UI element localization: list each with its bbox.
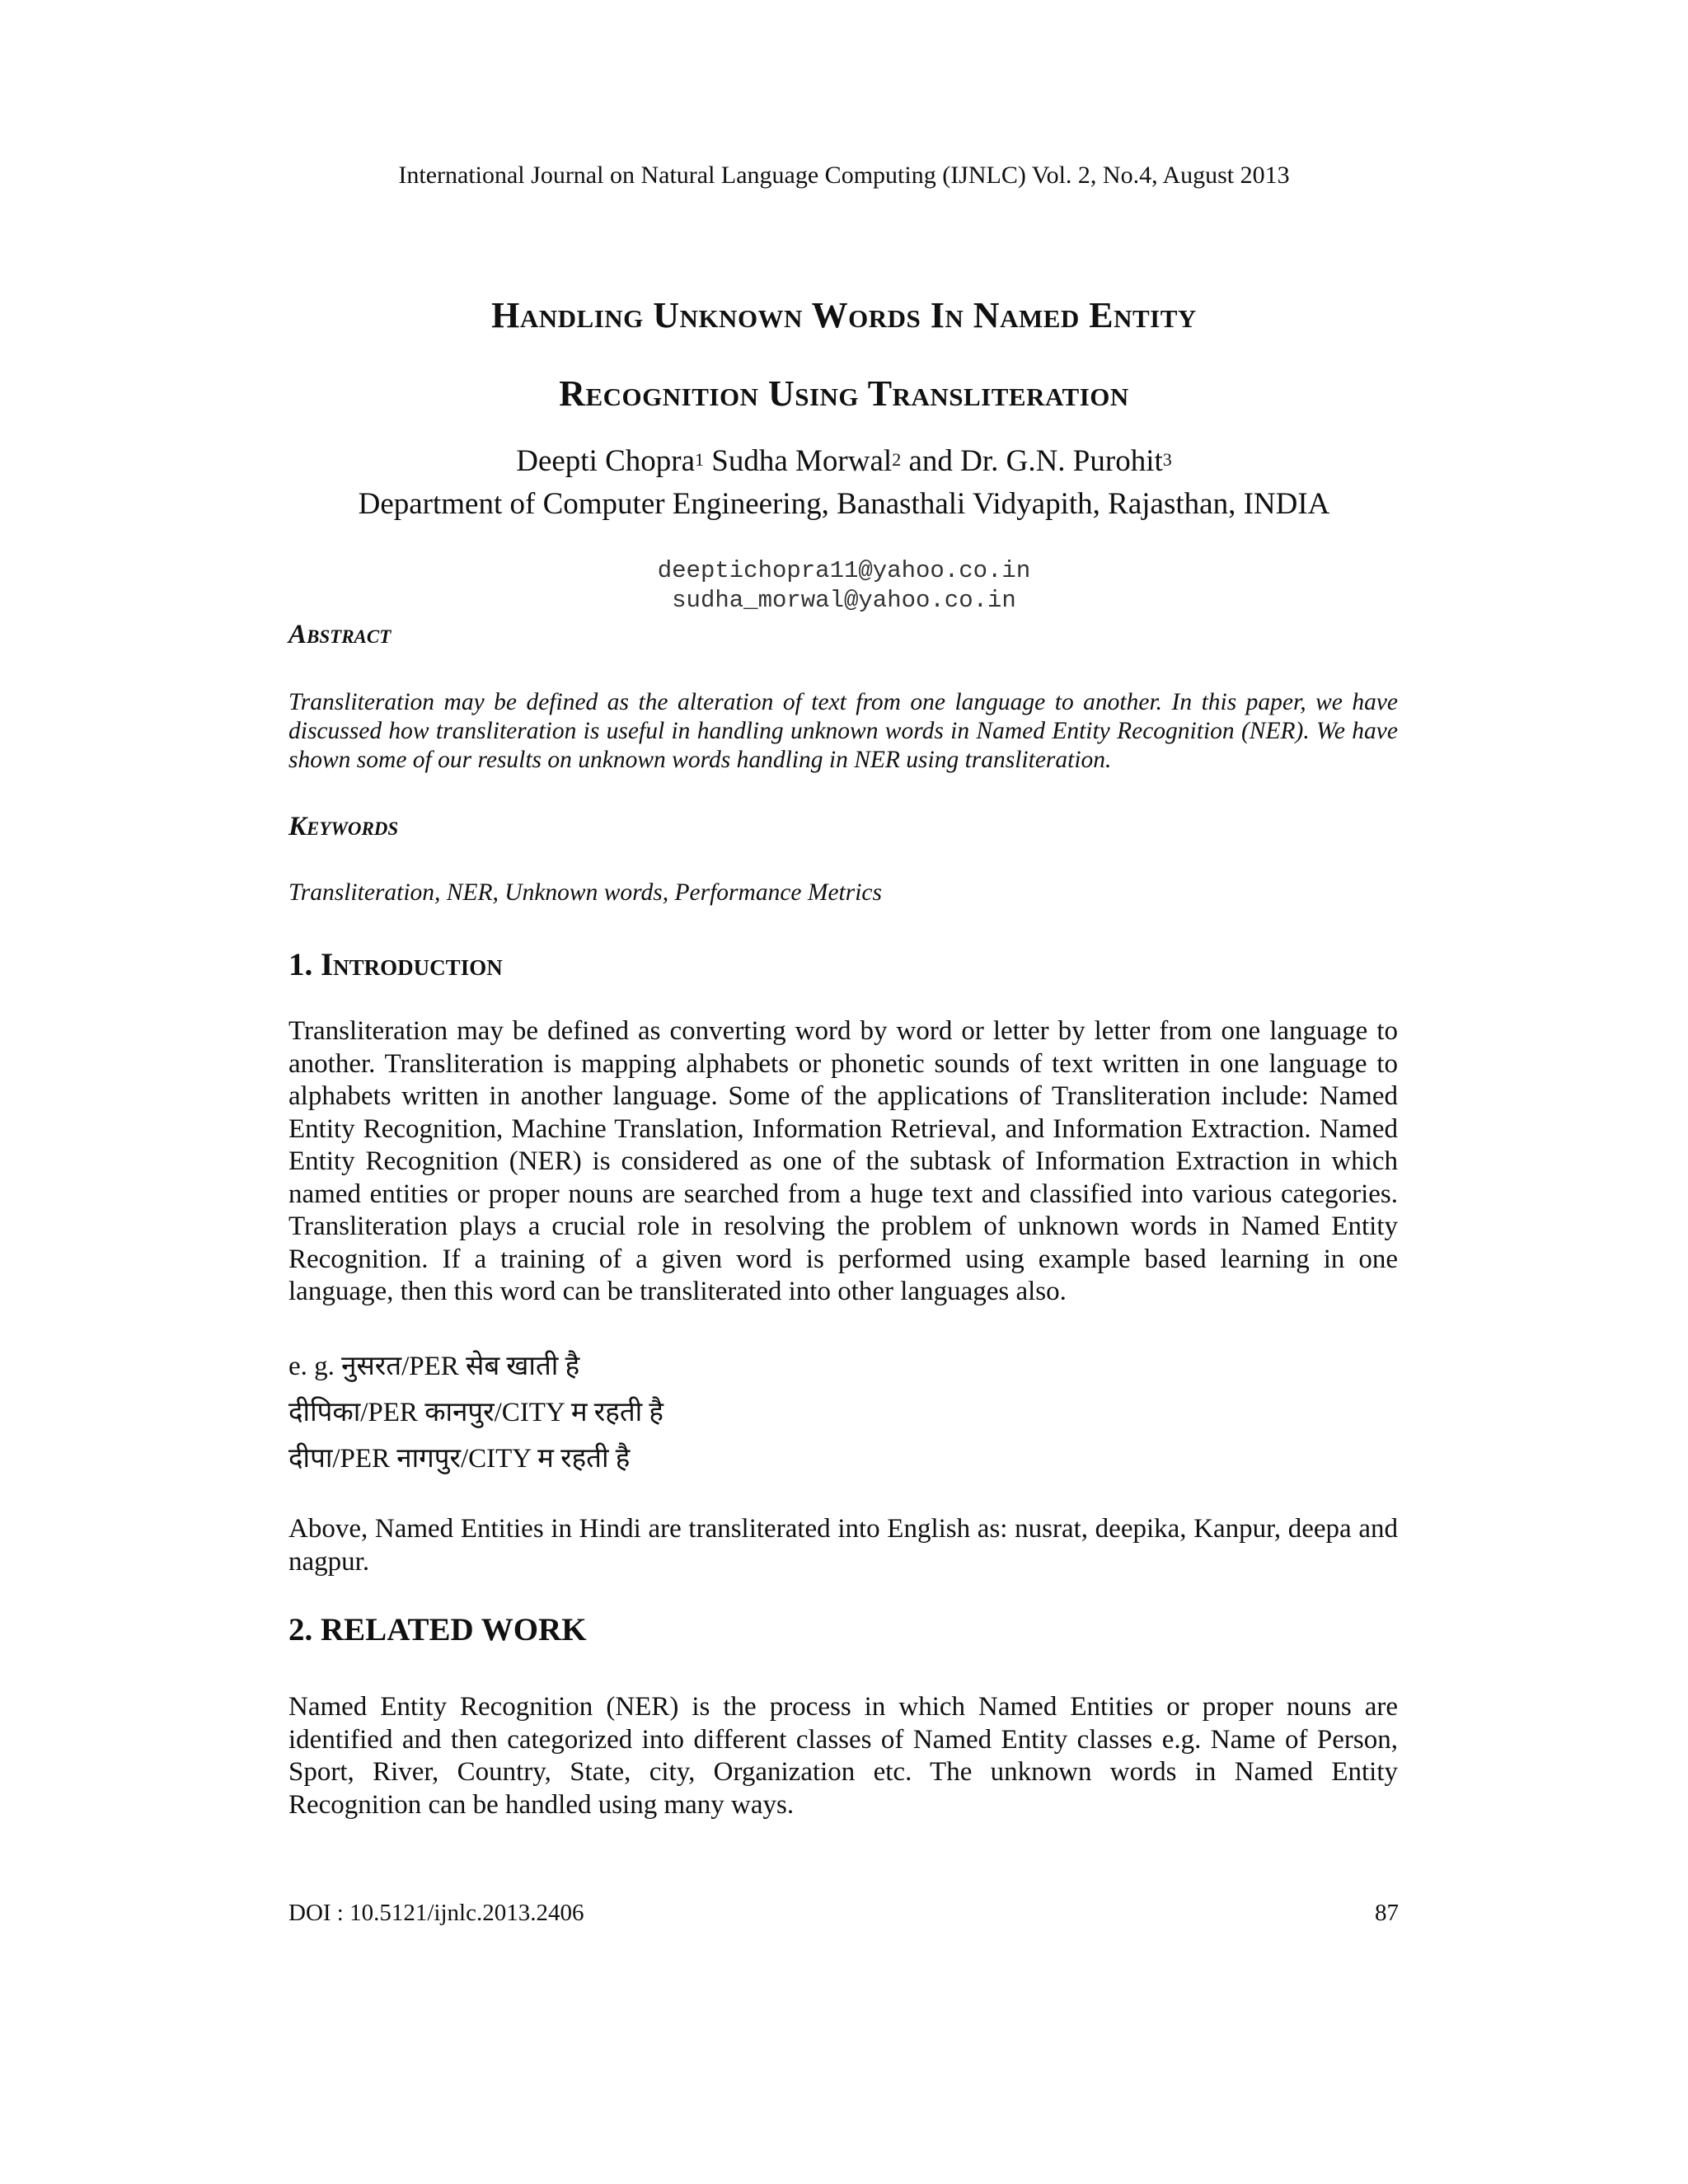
introduction-text: Transliteration may be defined as converting word by word or letter by letter from one language to another. Transliteration is mapping alphabets or phonetic sounds of text written in one language to alphabets written in another language. Some of the applications of Transliteration include: Named Entity Recognition, Machine Translation, Information Retrieval, and Information Extraction. Named Entity Recognition (NER) is considered as one of the subtask of Information Extraction in which named entities or proper nouns are searched from a huge text and classified into various categories. Transliteration plays a crucial role in resolving the problem of unknown words in Named Entity Recognition. If a training of a given word is performed using example based learning in one language, then this word can be transliterated into other languages also. [288, 1016, 1398, 1306]
introduction-number: 1. [288, 947, 313, 982]
author-list [0, 443, 1688, 480]
author-1: Deepti Chopra [516, 444, 696, 478]
example-line-3: दीपा/PER नागपुर/CITY म रहती है [288, 1444, 631, 1474]
example-line-1: e. g. नुसरत/PER सेब खाती है [288, 1352, 580, 1381]
related-work-text: Named Entity Recognition (NER) is the process in which Named Entities or proper nouns are identified and then categorized into different classes of Named Entity classes e.g. Name of Person, Sport, River, Country, State, city, Organization etc. The unknown words in Named Entity Recognition can be handled using many ways. [288, 1692, 1398, 1820]
paper-title [0, 276, 1688, 433]
doi: DOI : 10.5121/ijnlc.2013.2406 [288, 1900, 584, 1926]
transliteration-note: Above, Named Entities in Hindi are transliterated into English as: nusrat, deepika, Kanpur, deepa and nagpur. [288, 1514, 1398, 1577]
email-2: sudha_morwal@yahoo.co.in [672, 587, 1016, 614]
example-line-2: दीपिका/PER कानपुर/CITY म रहती है [288, 1398, 663, 1427]
title-line-1: Handling Unknown Words In Named Entity [491, 295, 1197, 335]
introduction-title: Introduction [321, 947, 503, 982]
keywords-heading: Keywords [288, 812, 399, 841]
author-3: and Dr. G.N. Purohit [908, 444, 1163, 478]
keywords-text: Transliteration, NER, Unknown words, Performance Metrics [288, 879, 882, 906]
author-3-affil: 3 [1162, 449, 1172, 470]
email-1: deeptichopra11@yahoo.co.in [657, 557, 1031, 584]
abstract-text: Transliteration may be defined as the alteration of text from one language to another. In this paper, we have discussed how transliteration is useful in handling unknown words in Named Entity Recognition (NER). We have shown some of our results on unknown words handling in NER using transliteration. [288, 689, 1398, 773]
author-2: Sudha Morwal [711, 444, 893, 478]
related-work-heading: 2. RELATED WORK [288, 1612, 587, 1647]
page-number: 87 [1375, 1900, 1399, 1926]
introduction-heading [288, 946, 503, 983]
title-line-2: Recognition Using Transliteration [559, 373, 1129, 414]
running-header: International Journal on Natural Language Computing (IJNLC) Vol. 2, No.4, August 2013 [398, 162, 1290, 189]
author-1-affil: 1 [695, 449, 705, 470]
abstract-heading: Abstract [288, 620, 392, 649]
email-list [0, 556, 1688, 616]
affiliation: Department of Computer Engineering, Banasthali Vidyapith, Rajasthan, INDIA [358, 487, 1330, 521]
author-2-affil: 2 [892, 449, 902, 470]
hindi-examples [288, 1343, 663, 1482]
